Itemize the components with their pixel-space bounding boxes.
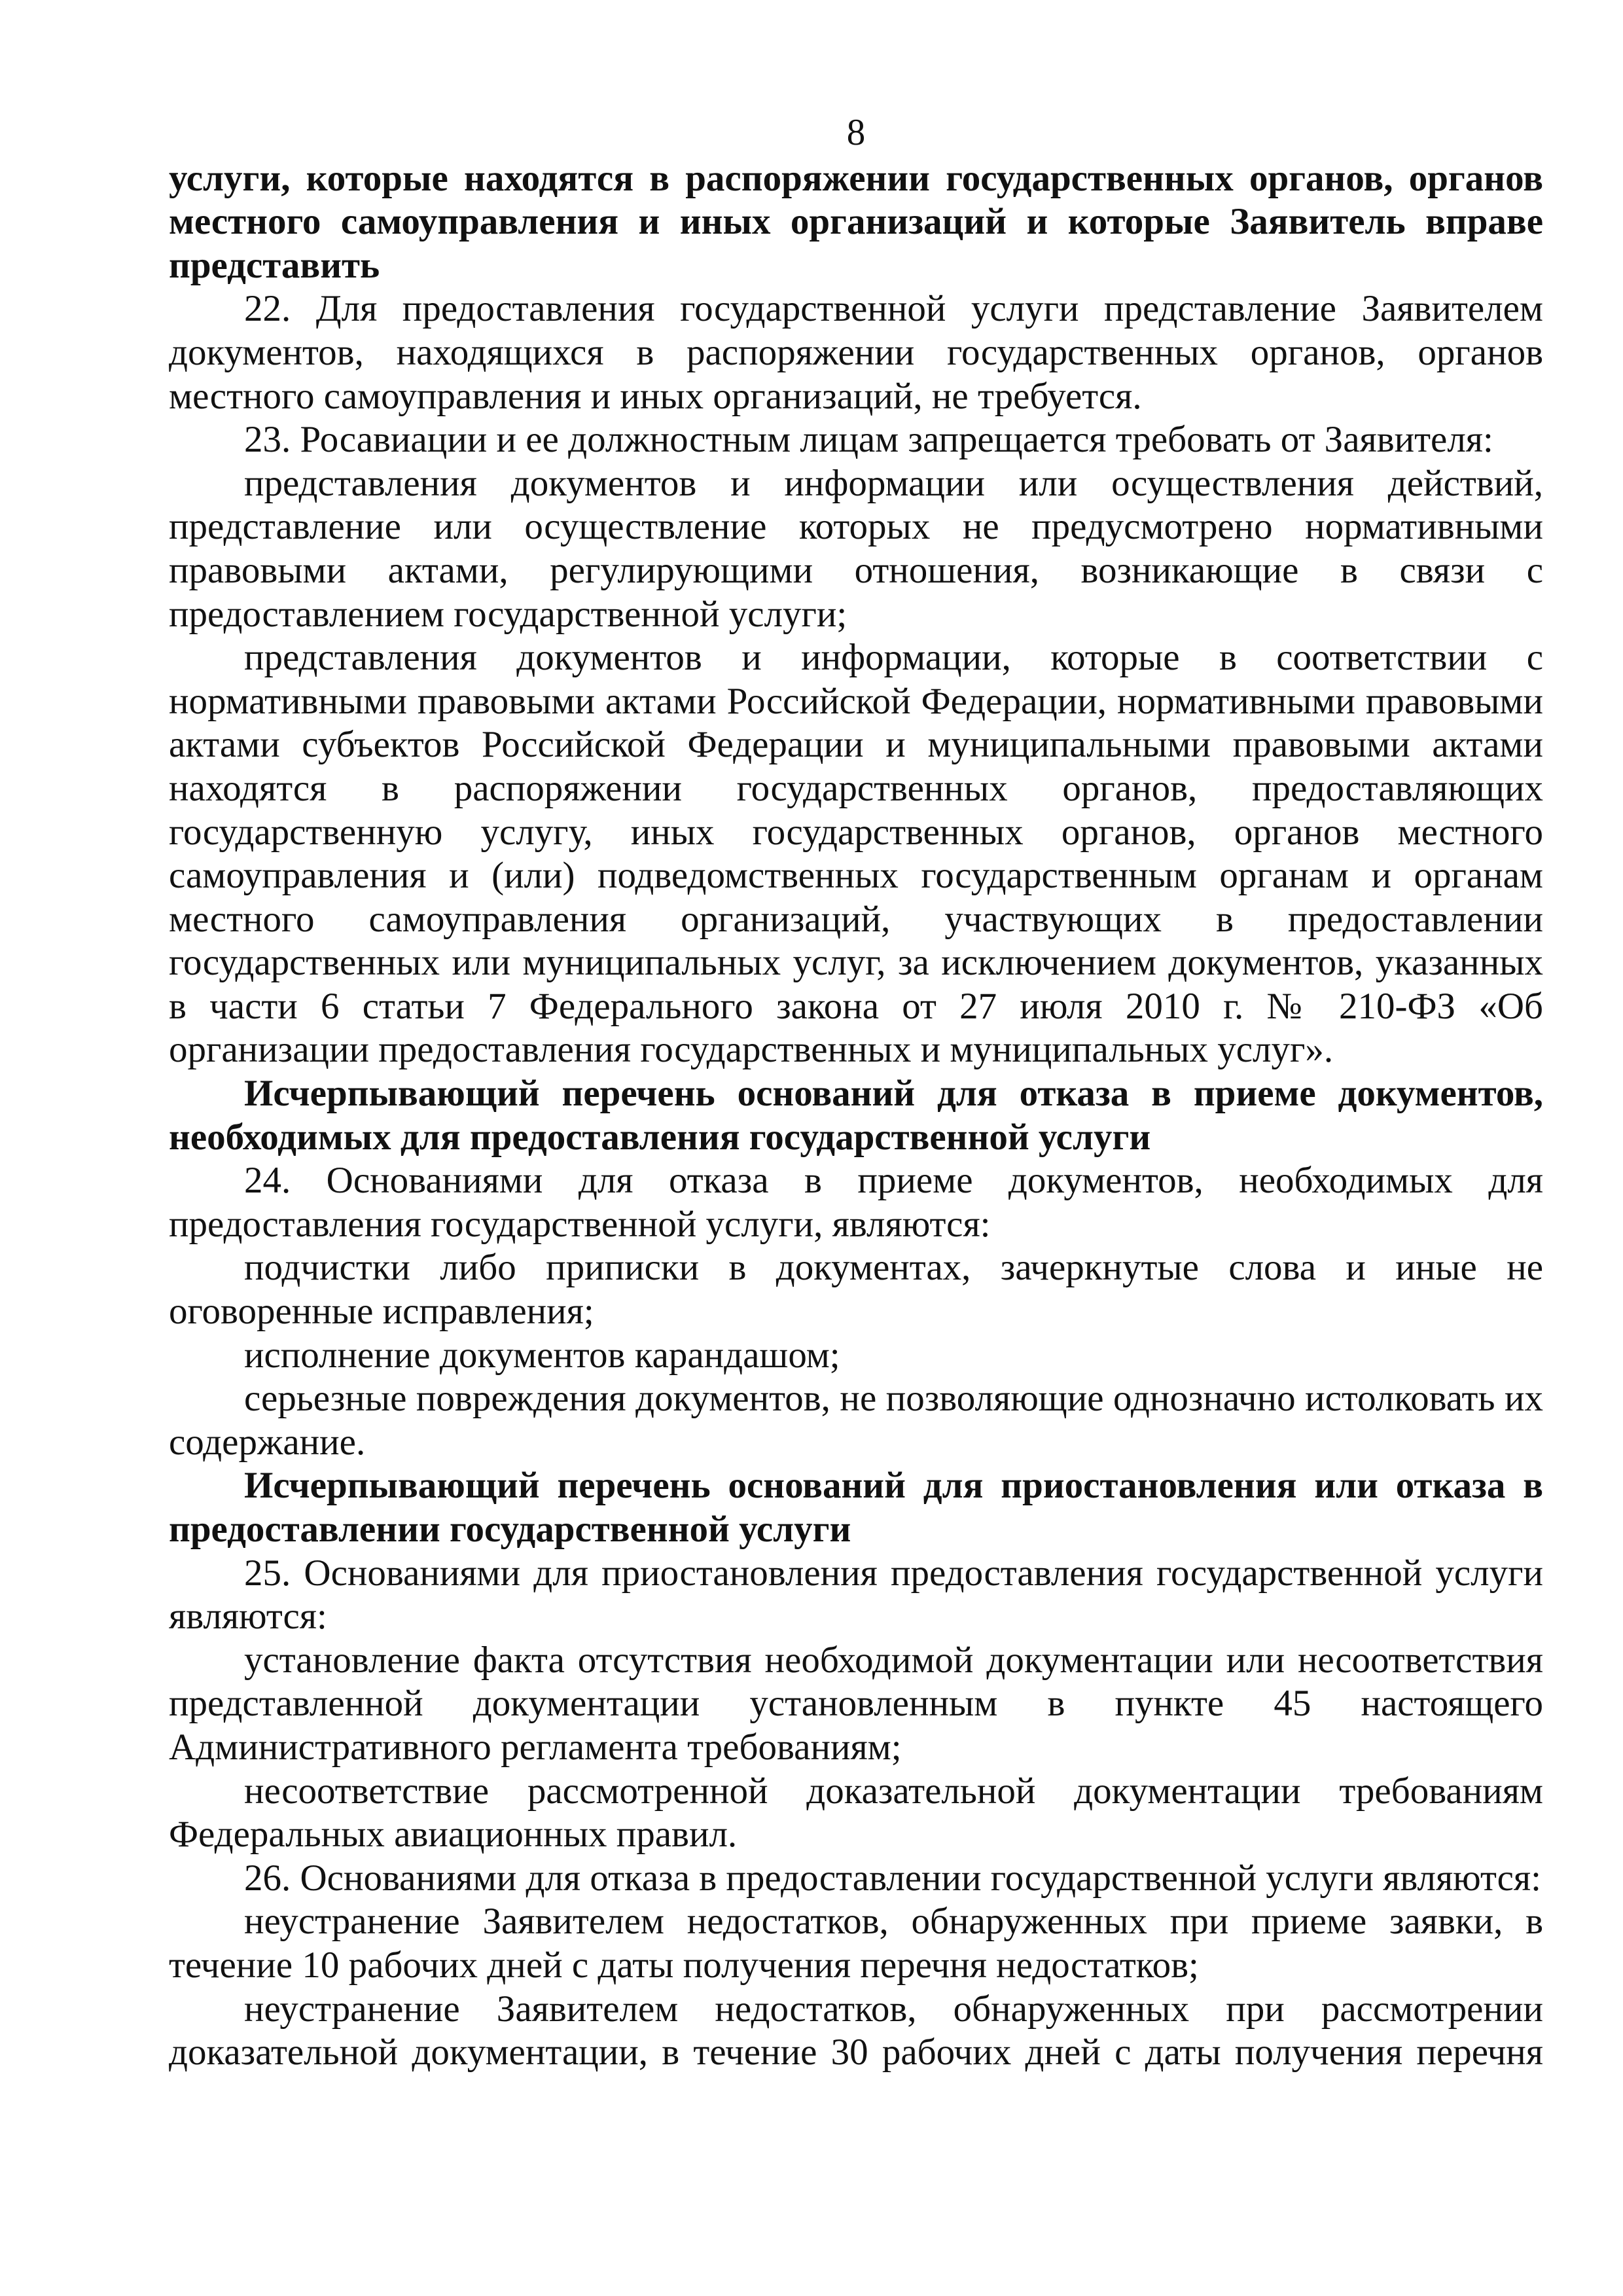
section-heading-suspension-or-refusal: Исчерпывающий перечень оснований для приостановления или отказа в предоставлении государственной услуги	[169, 1465, 1543, 1550]
paragraph-24: 24. Основаниями для отказа в приеме документов, необходимых для предоставления государственной услуги, являются:	[169, 1160, 1543, 1245]
paragraph-25: 25. Основаниями для приостановления предоставления государственной услуги являются:	[169, 1552, 1543, 1638]
section-heading-refusal-to-accept: Исчерпывающий перечень оснований для отказа в приеме документов, необходимых для предоставления государственной услуги	[169, 1073, 1543, 1158]
document-page	[169, 111, 1543, 2075]
paragraph-23: 23. Росавиации и ее должностным лицам запрещается требовать от Заявителя:	[244, 419, 1493, 461]
section-heading-documents-in-possession: услуги, которые находятся в распоряжении государственных органов, органов местного самоуправления и иных организаций и которые Заявитель вправе представить	[169, 157, 1543, 286]
paragraph-24-item-3: серьезные повреждения документов, не позволяющие однозначно истолковать их содержание.	[169, 1378, 1543, 1463]
paragraph-26-item-1: неустранение Заявителем недостатков, обнаруженных при приеме заявки, в течение 10 рабочих дней с даты получения перечня недостатков;	[169, 1901, 1543, 1986]
paragraph-25-item-2: несоответствие рассмотренной доказательной документации требованиям Федеральных авиационных правил.	[169, 1770, 1543, 1856]
paragraph-25-item-1: установление факта отсутствия необходимой документации или несоответствия представленной документации установленным в пункте 45 настоящего Административного регламента требованиям;	[169, 1639, 1543, 1768]
paragraph-23-item-1: представления документов и информации или осуществления действий, представление или осуществление которых не предусмотрено нормативными правовыми актами, регулирующими отношения, возникающие в связи с предоставлением государственной услуги;	[169, 462, 1543, 635]
paragraph-24-item-2: исполнение документов карандашом;	[244, 1334, 840, 1376]
paragraph-26: 26. Основаниями для отказа в предоставлении государственной услуги являются:	[244, 1857, 1541, 1899]
page-number: 8	[846, 112, 866, 153]
paragraph-26-item-2: неустранение Заявителем недостатков, обнаруженных при рассмотрении доказательной документации, в течение 30 рабочих дней с даты получения перечня	[169, 1988, 1543, 2073]
paragraph-23-item-2: представления документов и информации, которые в соответствии с нормативными правовыми актами Российской Федерации, нормативными правовыми актами субъектов Российской Федерации и муниципальными правовыми актами находятся в распоряжении государственных органов, предоставляющих государственную услугу, иных государственных органов, органов местного самоуправления и (или) подведомственных государственным органам и органам местного самоуправления организаций, участвующих в предоставлении государственных или муниципальных услуг, за исключением документов, указанных в части 6 статьи 7 Федерального закона от 27 июля 2010 г. № 210-ФЗ «Об организации предоставления государственных и муниципальных услуг».	[169, 637, 1543, 1071]
paragraph-22: 22. Для предоставления государственной услуги представление Заявителем документов, находящихся в распоряжении государственных органов, органов местного самоуправления и иных организаций, не требуется.	[169, 288, 1543, 417]
paragraph-24-item-1: подчистки либо приписки в документах, зачеркнутые слова и иные не оговоренные исправления;	[169, 1247, 1543, 1333]
